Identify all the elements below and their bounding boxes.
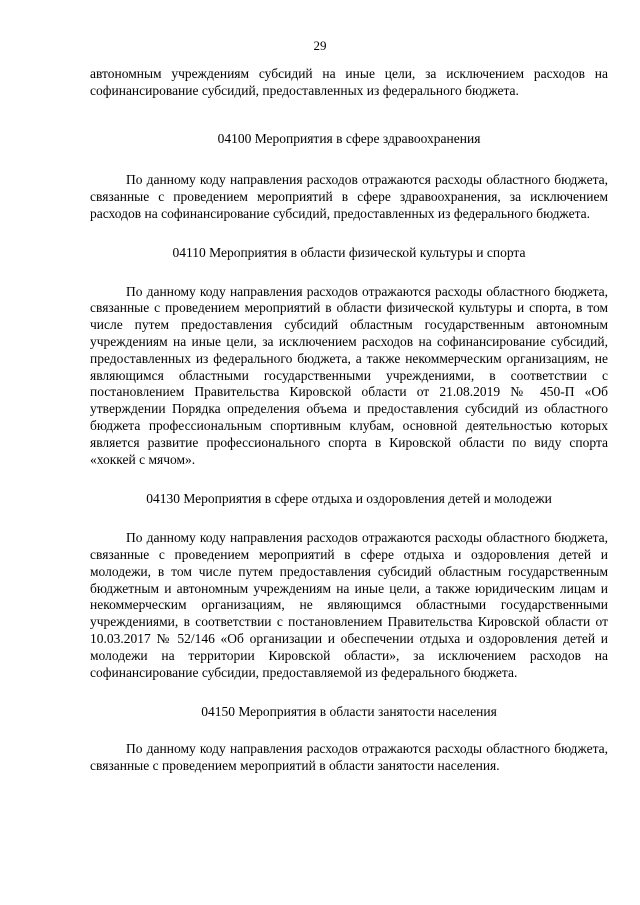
section-heading-04130: 04130 Мероприятия в сфере отдыха и оздоровления детей и молодежи <box>146 491 552 507</box>
continuation-paragraph: автономным учреждениям субсидий на иные цели, за исключением расходов на софинансирование субсидий, предоставленных из федерального бюджета. <box>90 66 608 98</box>
section-text-04110: По данному коду направления расходов отражаются расходы областного бюджета, связанные с проведением мероприятий в области физической культуры и спорта, в том числе путем предоставления субсидий областным государственным автономным учреждениям на иные цели, за исключением расходов на софинансирование субсидий, предоставленных из федерального бюджета, а также некоммерческим организациям, не являющимся областными государственными учреждениями, в соответствии с постановлением Правительства Кировской области от 21.08.2019 № 450-П «Об утверждении Порядка определения объема и предоставления субсидий из областного бюджета профессиональным спортивным клубам, основной деятельностью которых является развитие профессионального спорта в Кировской области по виду спорта «хоккей с мячом». <box>90 283 608 467</box>
section-text-04100: По данному коду направления расходов отражаются расходы областного бюджета, связанные с проведением мероприятий в сфере здравоохранения, за исключением расходов на софинансирование субсидий, предоставленных из федерального бюджета. <box>90 172 608 221</box>
section-text-04150: По данному коду направления расходов отражаются расходы областного бюджета, связанные с проведением мероприятий в области занятости населения. <box>90 741 608 773</box>
section-heading-04100: 04100 Мероприятия в сфере здравоохранения <box>217 130 481 146</box>
page-number: 29 <box>313 38 327 53</box>
section-text-04130: По данному коду направления расходов отражаются расходы областного бюджета, связанные с проведением мероприятий в сфере отдыха и оздоровления детей и молодежи, в том числе путем предоставления субсидий областным государственным бюджетным и автономным учреждениям на иные цели, а также юридическим лицам и некоммерческим организациям, не являющимся областными государственными учреждениями, в соответствии с постановлением Правительства Кировской области от 10.03.2017 № 52/146 «Об организации и обеспечении отдыха и оздоровления детей и молодежи на территории Кировской области», за исключением расходов на софинансирование субсидии, предоставляемой из федерального бюджета. <box>90 530 608 680</box>
section-heading-04150: 04150 Мероприятия в области занятости населения <box>201 704 497 720</box>
document-body <box>90 66 608 775</box>
section-heading-04110: 04110 Мероприятия в области физической культуры и спорта <box>172 244 526 260</box>
